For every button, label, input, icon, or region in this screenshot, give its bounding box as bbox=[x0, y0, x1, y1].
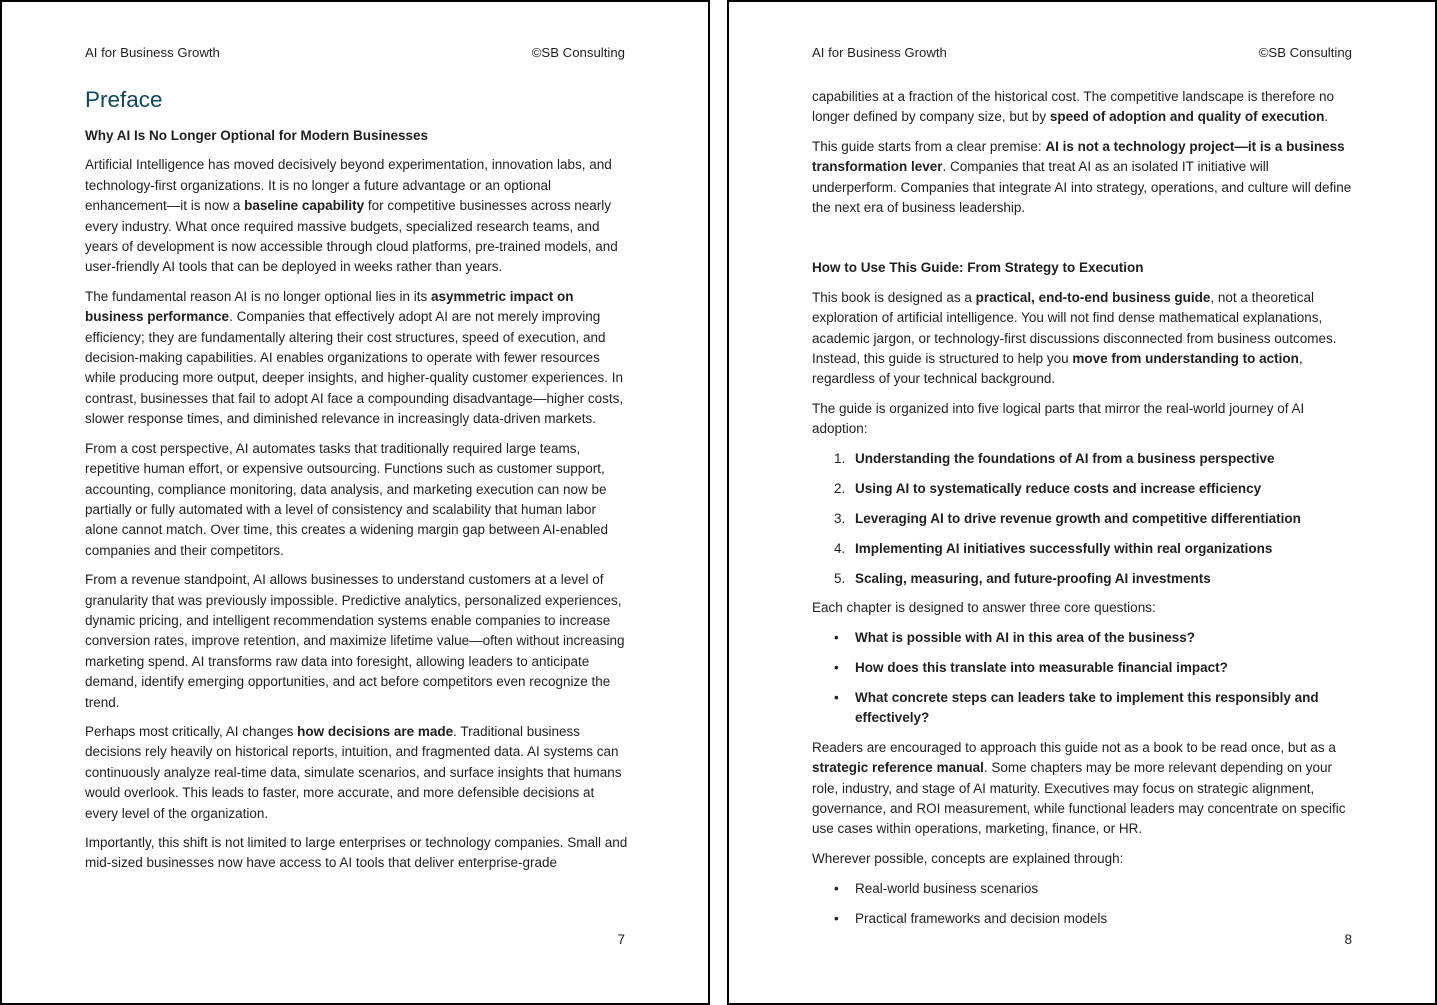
bullet-list-item bbox=[812, 688, 1356, 729]
list-item-text: Scaling, measuring, and future-proofing AI investments bbox=[855, 570, 1211, 586]
page-7 bbox=[0, 0, 710, 1005]
numbered-list-item bbox=[812, 509, 1356, 529]
document-title: Preface bbox=[85, 87, 163, 112]
bullet-icon: • bbox=[834, 689, 839, 705]
list-number: 1. bbox=[834, 451, 846, 467]
list-number: 3. bbox=[834, 511, 846, 526]
bullet-list-item bbox=[812, 628, 1356, 648]
bullet-list-item bbox=[812, 909, 1356, 929]
page-number: 7 bbox=[617, 932, 625, 947]
bullet-icon: • bbox=[834, 880, 839, 896]
bullet-icon: • bbox=[834, 660, 839, 676]
header-running-title: AI for Business Growth bbox=[85, 45, 220, 60]
section-heading: Why AI Is No Longer Optional for Modern Businesses bbox=[85, 128, 429, 143]
paragraph: This guide starts from a clear premise: AI is not a technology project—it is a business transformation lever. Companies that treat AI as an isolated IT initiative will underperform. Companies that integrate AI into strategy, operations, and culture will define the next era of business leadership. bbox=[812, 138, 1352, 216]
numbered-list-item bbox=[812, 479, 1356, 499]
page-number: 8 bbox=[1344, 932, 1352, 947]
bullet-icon: • bbox=[834, 630, 839, 646]
bullet-list bbox=[812, 628, 1356, 729]
page-content bbox=[812, 87, 1356, 929]
list-item-text: Leveraging AI to drive revenue growth and competitive differentiation bbox=[855, 511, 1301, 526]
section-heading: How to Use This Guide: From Strategy to Execution bbox=[812, 260, 1144, 276]
page-header bbox=[85, 45, 625, 61]
page-8 bbox=[727, 0, 1437, 1005]
header-copyright: ©SB Consulting bbox=[531, 45, 625, 60]
header-copyright: ©SB Consulting bbox=[1258, 45, 1352, 60]
bullet-list-item bbox=[812, 658, 1356, 678]
paragraph: Importantly, this shift is not limited to large enterprises or technology companies. Small and mid-sized businesses now have access to AI tools that deliver enterprise-grade bbox=[85, 835, 628, 871]
spacer bbox=[812, 227, 1356, 245]
bullet-list-item bbox=[812, 879, 1356, 899]
numbered-list bbox=[812, 449, 1356, 589]
bullet-icon: • bbox=[834, 910, 839, 926]
paragraph: Each chapter is designed to answer three core questions: bbox=[812, 600, 1156, 616]
paragraph: This book is designed as a practical, end-to-end business guide, not a theoretical exploration of artificial intelligence. You will not find dense mathematical explanations, academic jargon, or technology-first discussions disconnected from business outcomes. Instead, this guide is structured to help you move from understanding to action, regardless of your technical background. bbox=[812, 289, 1337, 387]
list-item-text: What is possible with AI in this area of the business? bbox=[855, 630, 1196, 646]
page-content bbox=[85, 87, 629, 874]
list-item-text: Real-world business scenarios bbox=[855, 880, 1039, 896]
list-number: 5. bbox=[834, 570, 846, 586]
list-item-text: Practical frameworks and decision models bbox=[855, 910, 1108, 926]
paragraph: Readers are encouraged to approach this guide not as a book to be read once, but as a strategic reference manual. Some chapters may be more relevant depending on your role, industry, and stage of AI maturity. Executives may focus on strategic alignment, governance, and ROI measurement, while functional leaders may concentrate on specific use cases within operations, marketing, finance, or HR. bbox=[812, 739, 1346, 837]
paragraph: From a cost perspective, AI automates tasks that traditionally required large teams, repetitive human effort, or expensive outsourcing. Functions such as customer support, accounting, compliance monitoring, data analysis, and marketing execution can now be partially or fully automated with a level of consistency and scalability that human labor alone cannot match. Over time, this creates a widening margin gap between AI-enabled companies and their competitors. bbox=[85, 440, 609, 558]
numbered-list-item bbox=[812, 539, 1356, 559]
list-number: 2. bbox=[834, 481, 846, 497]
list-item-text: How does this translate into measurable financial impact? bbox=[855, 660, 1228, 676]
paragraph: The fundamental reason AI is no longer optional lies in its asymmetric impact on business performance. Companies that effectively adopt AI are not merely improving efficiency; they are fundamentally altering their cost structures, speed of execution, and decision-making capabilities. AI enables organizations to operate with fewer resources while producing more output, deeper insights, and higher-quality customer experiences. In contrast, businesses that fail to adopt AI face a compounding disadvantage—higher costs, slower response times, and diminished relevance in increasingly data-driven markets. bbox=[85, 288, 624, 427]
list-number: 4. bbox=[834, 540, 846, 556]
numbered-list-item bbox=[812, 569, 1356, 589]
list-item-text: Implementing AI initiatives successfully within real organizations bbox=[855, 540, 1273, 556]
paragraph: capabilities at a fraction of the historical cost. The competitive landscape is therefore no longer defined by company size, but by speed of adoption and quality of execution. bbox=[812, 89, 1335, 125]
page-header bbox=[812, 45, 1352, 61]
paragraph: Artificial Intelligence has moved decisively beyond experimentation, innovation labs, and technology-first organizations. It is no longer a future advantage or an optional enhancement—it is now a baseline capability for competitive businesses across nearly every industry. What once required massive budgets, specialized research teams, and years of development is now accessible through cloud platforms, pre-trained models, and user-friendly AI tools that can be deployed in weeks rather than years. bbox=[85, 157, 618, 275]
bullet-list bbox=[812, 879, 1356, 929]
numbered-list-item bbox=[812, 449, 1356, 469]
header-running-title: AI for Business Growth bbox=[812, 45, 947, 60]
paragraph: Wherever possible, concepts are explained through: bbox=[812, 850, 1124, 866]
list-item-text: Using AI to systematically reduce costs and increase efficiency bbox=[855, 481, 1262, 497]
list-item-text: Understanding the foundations of AI from a business perspective bbox=[855, 451, 1275, 467]
paragraph: From a revenue standpoint, AI allows businesses to understand customers at a level of granularity that was previously impossible. Predictive analytics, personalized experiences, dynamic pricing, and intelligent recommendation systems enable companies to increase conversion rates, improve retention, and maximize lifetime value—often without increasing marketing spend. AI transforms raw data into foresight, allowing leaders to anticipate demand, identify emerging opportunities, and act before competitors even recognize the trend. bbox=[85, 572, 625, 710]
paragraph: The guide is organized into five logical parts that mirror the real-world journey of AI adoption: bbox=[812, 400, 1305, 437]
list-item-text: What concrete steps can leaders take to implement this responsibly and effectively? bbox=[855, 689, 1319, 726]
paragraph: Perhaps most critically, AI changes how decisions are made. Traditional business decisions rely heavily on historical reports, intuition, and fragmented data. AI systems can continuously analyze real-time data, simulate scenarios, and surface insights that humans would overlook. This leads to faster, more accurate, and more defensible decisions at every level of the organization. bbox=[85, 723, 622, 821]
